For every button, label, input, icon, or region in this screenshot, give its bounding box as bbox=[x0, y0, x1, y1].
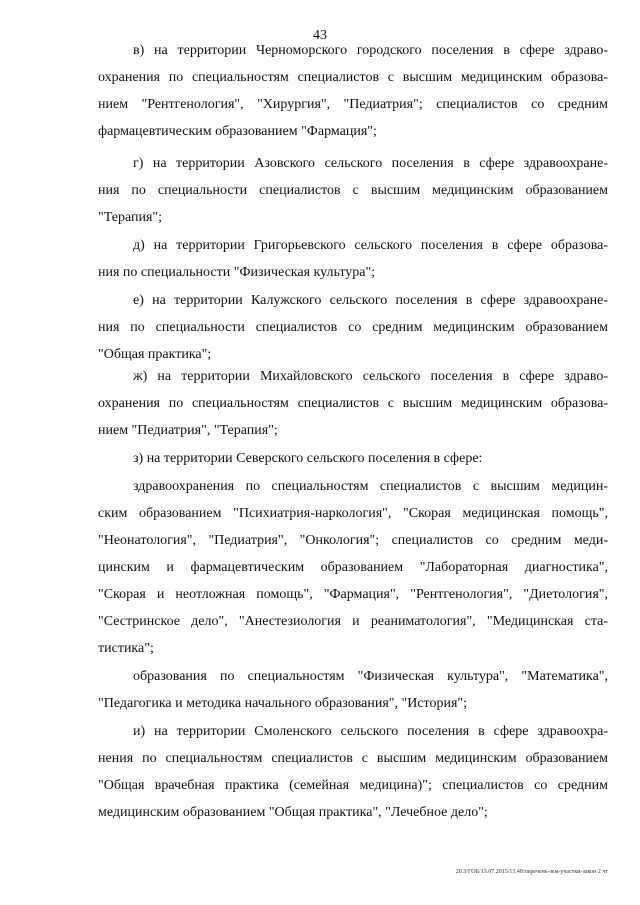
text-line: ния по специальности "Физическая культура"; bbox=[98, 265, 376, 280]
text-line: охранения по специальностям специалистов с высшим медицинским образова- bbox=[98, 396, 608, 411]
text-line: образования по специальностям "Физическая культура", "Математика", bbox=[133, 669, 608, 684]
text-line: цинским и фармацевтическим образованием "Лабораторная диагностика", bbox=[98, 560, 608, 575]
text-line: и) на территории Смоленского сельского поселения в сфере здравоохра- bbox=[133, 724, 608, 739]
text-line: здравоохранения по специальностям специалистов с высшим медицин- bbox=[133, 479, 608, 494]
text-line: нием "Рентгенология", "Хирургия", "Педиатрия"; специалистов со средним bbox=[98, 97, 608, 112]
text-line: ния по специальности специалистов с высшим медицинским образованием bbox=[98, 183, 608, 198]
text-line: "Общая врачебная практика (семейная медицина)"; специалистов со средним bbox=[98, 778, 608, 793]
text-line: фармацевтическим образованием "Фармация"; bbox=[98, 124, 377, 139]
text-line: нения по специальностям специалистов с высшим медицинским образованием bbox=[98, 751, 608, 766]
text-line: тистика"; bbox=[98, 641, 154, 656]
text-line: з) на территории Северского сельского поселения в сфере: bbox=[133, 451, 483, 466]
text-line: медицинским образованием "Общая практика", "Лечебное дело"; bbox=[98, 805, 488, 820]
text-line: ским образованием "Психиатрия-наркология", "Скорая медицинская помощь", bbox=[98, 506, 608, 521]
text-line: "Педагогика и методика начального образования", "История"; bbox=[98, 696, 467, 711]
text-line: "Скорая и неотложная помощь", "Фармация", "Рентгенология", "Диетология", bbox=[98, 587, 608, 602]
text-line: е) на территории Калужского сельского поселения в сфере здравоохране- bbox=[133, 293, 608, 308]
text-line: "Общая практика"; bbox=[98, 347, 212, 362]
text-line: нием "Педиатрия", "Терапия"; bbox=[98, 423, 278, 438]
text-line: д) на территории Григорьевского сельского поселения в сфере образова- bbox=[133, 238, 608, 253]
text-line: "Терапия"; bbox=[98, 210, 163, 225]
text-line: г) на территории Азовского сельского поселения в сфере здравоохране- bbox=[133, 156, 608, 171]
text-line: ж) на территории Михайловского сельского поселения в сфере здраво- bbox=[133, 369, 608, 384]
text-line: "Сестринское дело", "Анестезиология и реаниматология", "Медицинская ста- bbox=[98, 614, 608, 629]
text-line: охранения по специальностям специалистов с высшим медицинским образова- bbox=[98, 70, 608, 85]
text-line: в) на территории Черноморского городского поселения в сфере здраво- bbox=[133, 43, 608, 58]
text-line: ния по специальности специалистов со средним медицинским образованием bbox=[98, 320, 608, 335]
page-number: 43 bbox=[313, 28, 327, 43]
text-line: "Неонатология", "Педиатрия", "Онкология"; специалистов со средним меди- bbox=[98, 533, 608, 548]
footer-file-reference: 20.3/ГОБ/13.07.2015/13.48/перечень-зем-участки-закон 2 чт bbox=[455, 869, 608, 875]
